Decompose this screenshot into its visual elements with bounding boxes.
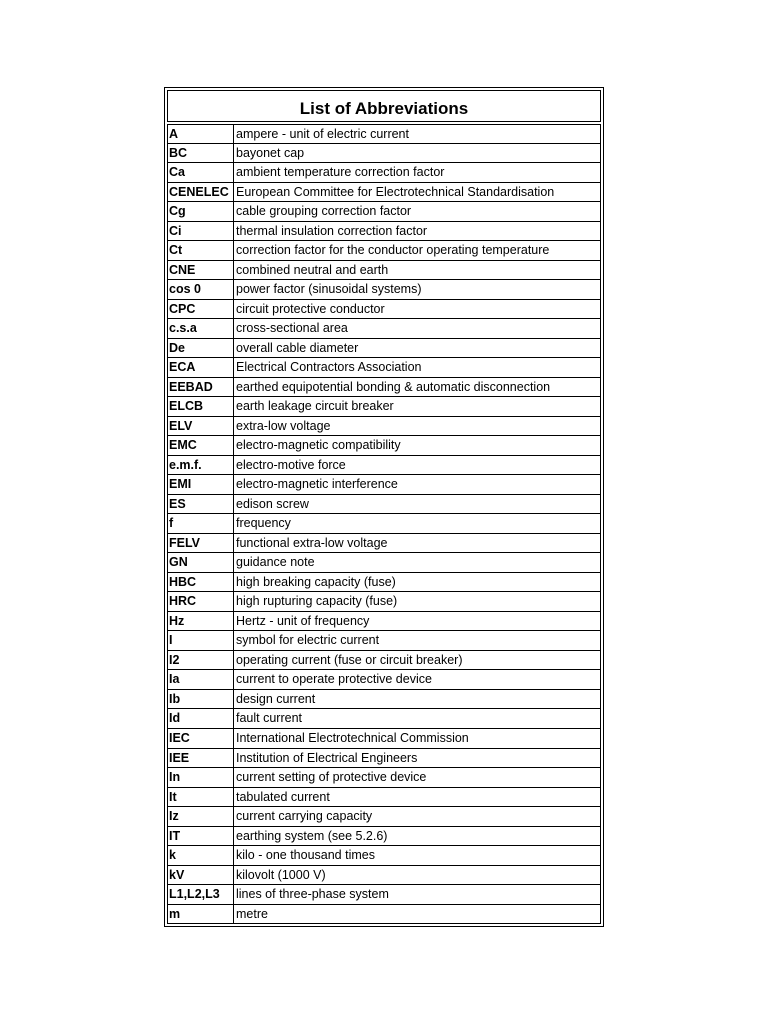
table-row: [167, 144, 601, 164]
abbreviation-cell: EMI: [167, 475, 234, 494]
table-row: [167, 280, 601, 300]
abbreviation-cell: IEC: [167, 729, 234, 748]
description-cell: circuit protective conductor: [234, 300, 601, 319]
abbreviation-cell: EMC: [167, 436, 234, 455]
description-cell: cross-sectional area: [234, 319, 601, 338]
description-cell: correction factor for the conductor operating temperature: [234, 241, 601, 260]
abbreviation-cell: ELCB: [167, 397, 234, 416]
abbreviation-cell: FELV: [167, 534, 234, 553]
description-cell: Institution of Electrical Engineers: [234, 749, 601, 768]
table-row: [167, 417, 601, 437]
abbreviation-cell: m: [167, 905, 234, 924]
table-row: [167, 709, 601, 729]
table-row: [167, 846, 601, 866]
table-row: [167, 436, 601, 456]
table-row: [167, 573, 601, 593]
table-row: [167, 378, 601, 398]
table-row: [167, 612, 601, 632]
description-cell: current setting of protective device: [234, 768, 601, 787]
abbreviation-cell: cos 0: [167, 280, 234, 299]
description-cell: symbol for electric current: [234, 631, 601, 650]
abbreviation-cell: I: [167, 631, 234, 650]
description-cell: high breaking capacity (fuse): [234, 573, 601, 592]
table-row: [167, 124, 601, 144]
table-row: [167, 827, 601, 847]
description-cell: functional extra-low voltage: [234, 534, 601, 553]
abbreviations-table: [164, 87, 604, 927]
table-row: [167, 300, 601, 320]
description-cell: earth leakage circuit breaker: [234, 397, 601, 416]
table-row: [167, 202, 601, 222]
abbreviation-cell: A: [167, 125, 234, 143]
abbreviation-cell: IEE: [167, 749, 234, 768]
table-row: [167, 749, 601, 769]
table-row: [167, 866, 601, 886]
description-cell: International Electrotechnical Commission: [234, 729, 601, 748]
abbreviation-cell: ECA: [167, 358, 234, 377]
description-cell: combined neutral and earth: [234, 261, 601, 280]
description-cell: electro-magnetic interference: [234, 475, 601, 494]
description-cell: frequency: [234, 514, 601, 533]
table-row: [167, 163, 601, 183]
description-cell: high rupturing capacity (fuse): [234, 592, 601, 611]
abbreviation-cell: e.m.f.: [167, 456, 234, 475]
table-row: [167, 261, 601, 281]
description-cell: tabulated current: [234, 788, 601, 807]
abbreviation-cell: Ct: [167, 241, 234, 260]
description-cell: cable grouping correction factor: [234, 202, 601, 221]
abbreviation-cell: BC: [167, 144, 234, 163]
table-row: [167, 690, 601, 710]
description-cell: edison screw: [234, 495, 601, 514]
table-row: [167, 768, 601, 788]
abbreviation-cell: kV: [167, 866, 234, 885]
description-cell: thermal insulation correction factor: [234, 222, 601, 241]
table-row: [167, 475, 601, 495]
table-row: [167, 885, 601, 905]
table-row: [167, 222, 601, 242]
table-row: [167, 339, 601, 359]
abbreviation-cell: L1,L2,L3: [167, 885, 234, 904]
abbreviation-cell: GN: [167, 553, 234, 572]
description-cell: operating current (fuse or circuit breaker): [234, 651, 601, 670]
description-cell: earthed equipotential bonding & automatic disconnection: [234, 378, 601, 397]
abbreviation-cell: Ib: [167, 690, 234, 709]
abbreviation-cell: Hz: [167, 612, 234, 631]
description-cell: kilo - one thousand times: [234, 846, 601, 865]
abbreviation-cell: De: [167, 339, 234, 358]
description-cell: design current: [234, 690, 601, 709]
description-cell: electro-magnetic compatibility: [234, 436, 601, 455]
table-row: [167, 592, 601, 612]
description-cell: guidance note: [234, 553, 601, 572]
table-title-row: [167, 90, 601, 122]
table-row: [167, 670, 601, 690]
table-body: [167, 124, 601, 924]
abbreviation-cell: EEBAD: [167, 378, 234, 397]
abbreviation-cell: Cg: [167, 202, 234, 221]
abbreviation-cell: k: [167, 846, 234, 865]
abbreviation-cell: Ci: [167, 222, 234, 241]
description-cell: fault current: [234, 709, 601, 728]
abbreviation-cell: Id: [167, 709, 234, 728]
abbreviation-cell: Ia: [167, 670, 234, 689]
description-cell: ambient temperature correction factor: [234, 163, 601, 182]
description-cell: Hertz - unit of frequency: [234, 612, 601, 631]
description-cell: lines of three-phase system: [234, 885, 601, 904]
table-row: [167, 905, 601, 925]
abbreviation-cell: IT: [167, 827, 234, 846]
description-cell: current carrying capacity: [234, 807, 601, 826]
abbreviation-cell: In: [167, 768, 234, 787]
table-row: [167, 534, 601, 554]
page-title: List of Abbreviations: [299, 99, 469, 118]
table-row: [167, 495, 601, 515]
abbreviation-cell: f: [167, 514, 234, 533]
table-row: [167, 358, 601, 378]
table-row: [167, 651, 601, 671]
description-cell: metre: [234, 905, 601, 924]
abbreviation-cell: Iz: [167, 807, 234, 826]
description-cell: overall cable diameter: [234, 339, 601, 358]
description-cell: bayonet cap: [234, 144, 601, 163]
abbreviation-cell: ELV: [167, 417, 234, 436]
abbreviation-cell: It: [167, 788, 234, 807]
abbreviation-cell: CENELEC: [167, 183, 234, 202]
description-cell: earthing system (see 5.2.6): [234, 827, 601, 846]
table-row: [167, 514, 601, 534]
table-row: [167, 456, 601, 476]
abbreviation-cell: I2: [167, 651, 234, 670]
description-cell: European Committee for Electrotechnical Standardisation: [234, 183, 601, 202]
description-cell: extra-low voltage: [234, 417, 601, 436]
abbreviation-cell: c.s.a: [167, 319, 234, 338]
abbreviation-cell: HRC: [167, 592, 234, 611]
description-cell: kilovolt (1000 V): [234, 866, 601, 885]
table-row: [167, 241, 601, 261]
table-row: [167, 729, 601, 749]
table-row: [167, 631, 601, 651]
abbreviation-cell: CNE: [167, 261, 234, 280]
abbreviation-cell: ES: [167, 495, 234, 514]
description-cell: power factor (sinusoidal systems): [234, 280, 601, 299]
abbreviation-cell: Ca: [167, 163, 234, 182]
table-row: [167, 807, 601, 827]
description-cell: Electrical Contractors Association: [234, 358, 601, 377]
description-cell: electro-motive force: [234, 456, 601, 475]
table-row: [167, 183, 601, 203]
table-row: [167, 397, 601, 417]
description-cell: current to operate protective device: [234, 670, 601, 689]
table-row: [167, 553, 601, 573]
description-cell: ampere - unit of electric current: [234, 125, 601, 143]
table-row: [167, 319, 601, 339]
abbreviation-cell: HBC: [167, 573, 234, 592]
abbreviation-cell: CPC: [167, 300, 234, 319]
table-row: [167, 788, 601, 808]
